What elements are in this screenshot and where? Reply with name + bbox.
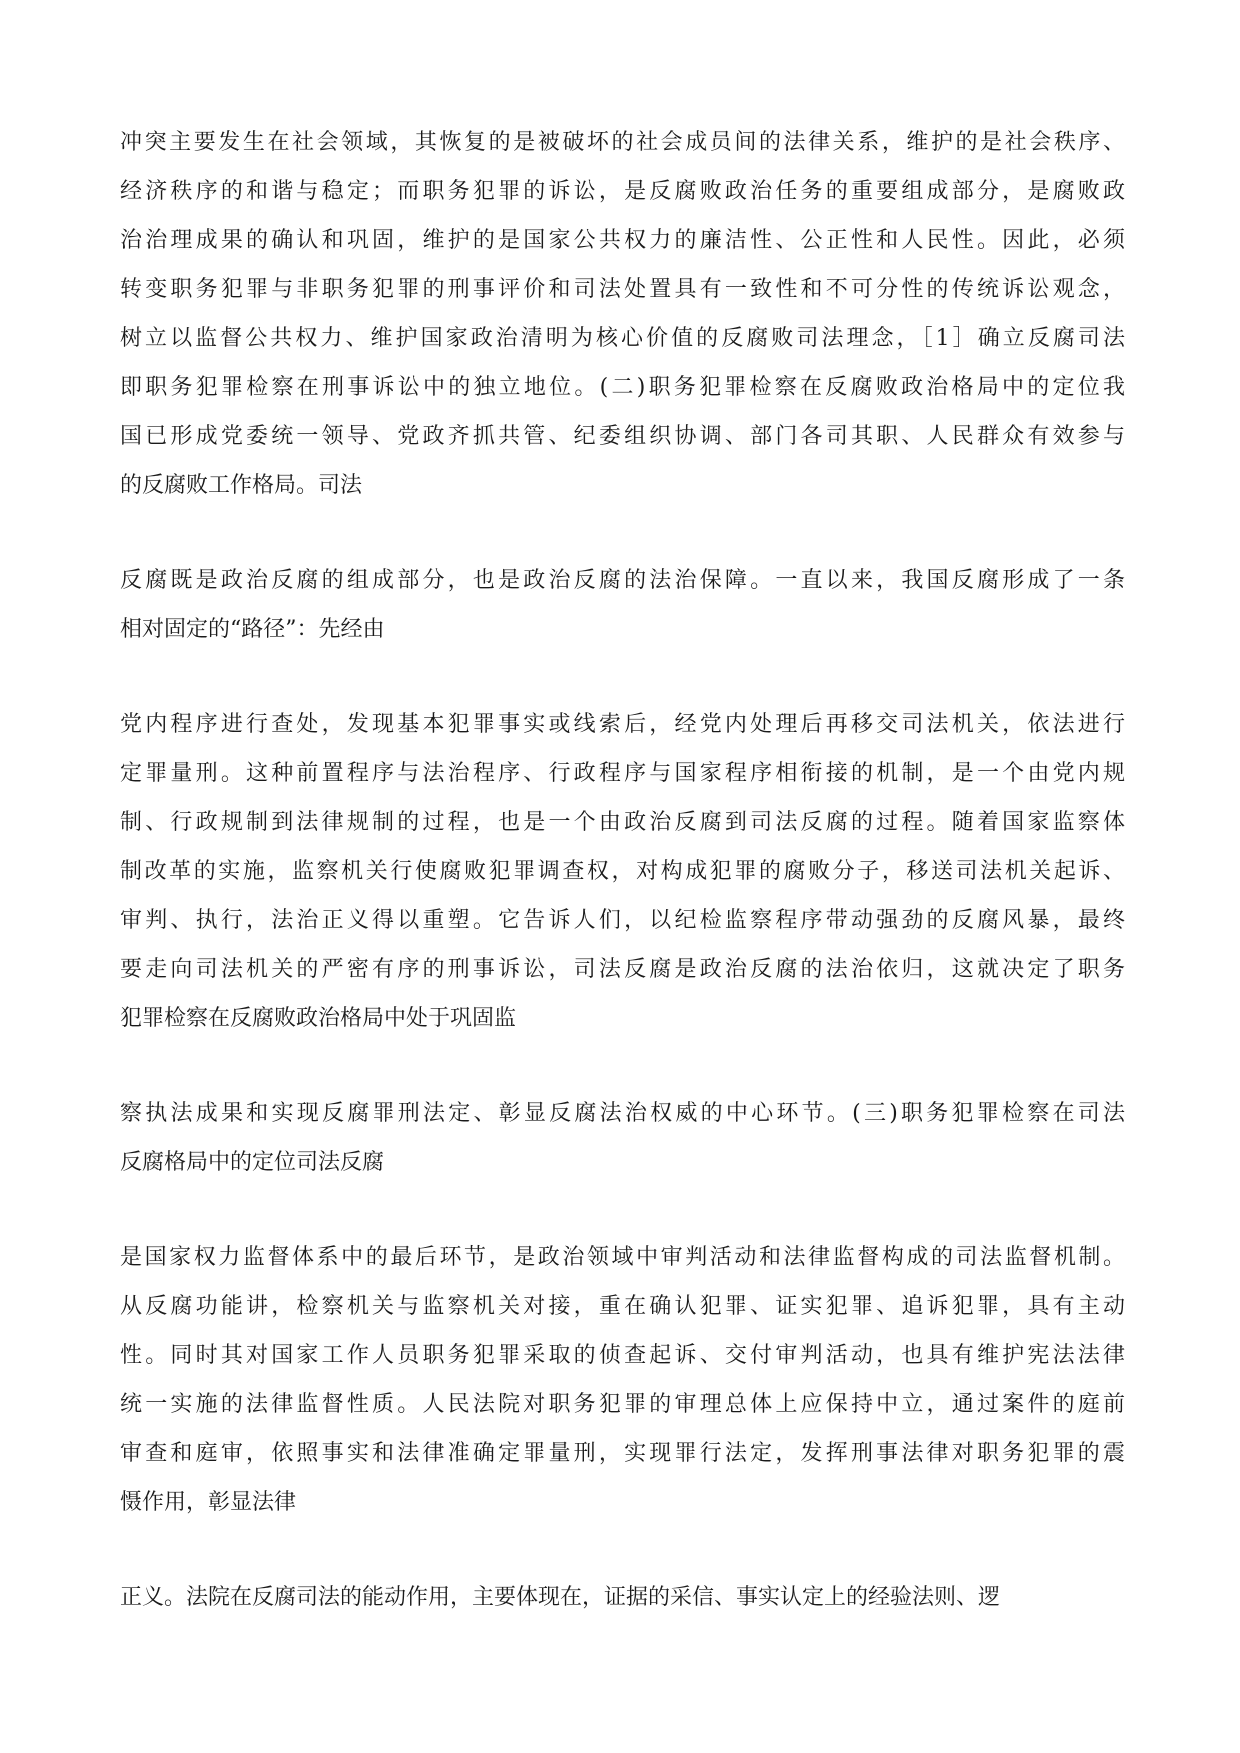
text-line: 经济秩序的和谐与稳定；而职务犯罪的诉讼，是反腐败政治任务的重要组成部分，是腐败政 [120,179,1125,204]
paragraph [120,556,1125,654]
text-line: 反腐格局中的定位司法反腐 [120,1150,385,1175]
text-line: 反腐既是政治反腐的组成部分，也是政治反腐的法治保障。一直以来，我国反腐形成了一条 [120,568,1125,593]
text-line: 要走向司法机关的严密有序的刑事诉讼，司法反腐是政治反腐的法治依归，这就决定了职务 [120,957,1125,982]
text-line: 统一实施的法律监督性质。人民法院对职务犯罪的审理总体上应保持中立，通过案件的庭前 [120,1392,1125,1417]
text-line: 审查和庭审，依照事实和法律准确定罪量刑，实现罪行法定，发挥刑事法律对职务犯罪的震 [120,1441,1125,1466]
text-line: 党内程序进行查处，发现基本犯罪事实或线索后，经党内处理后再移交司法机关，依法进行 [120,712,1125,737]
document-body [120,118,1125,1668]
text-line: 相对固定的“路径”：先经由 [120,617,385,642]
text-line: 转变职务犯罪与非职务犯罪的刑事评价和司法处置具有一致性和不可分性的传统诉讼观念， [120,277,1125,302]
text-line: 即职务犯罪检察在刑事诉讼中的独立地位。(二)职务犯罪检察在反腐败政治格局中的定位我 [120,375,1125,400]
text-line: 治治理成果的确认和巩固，维护的是国家公共权力的廉洁性、公正性和人民性。因此，必须 [120,228,1125,253]
paragraph [120,118,1125,510]
text-line: 性。同时其对国家工作人员职务犯罪采取的侦查起诉、交付审判活动，也具有维护宪法法律 [120,1343,1125,1368]
paragraph [120,1233,1125,1527]
text-line: 察执法成果和实现反腐罪刑法定、彰显反腐法治权威的中心环节。(三)职务犯罪检察在司法 [120,1101,1125,1126]
text-line: 国已形成党委统一领导、党政齐抓共管、纪委组织协调、部门各司其职、人民群众有效参与 [120,424,1125,449]
paragraph [120,1573,1125,1622]
paragraph [120,1089,1125,1187]
text-line: 慑作用，彰显法律 [120,1490,297,1515]
text-line: 犯罪检察在反腐败政治格局中处于巩固监 [120,1006,517,1031]
paragraph [120,700,1125,1043]
text-line: 制改革的实施，监察机关行使腐败犯罪调查权，对构成犯罪的腐败分子，移送司法机关起诉、 [120,859,1125,884]
text-line: 定罪量刑。这种前置程序与法治程序、行政程序与国家程序相衔接的机制，是一个由党内规 [120,761,1125,786]
text-line: 的反腐败工作格局。司法 [120,473,363,498]
text-line: 从反腐功能讲，检察机关与监察机关对接，重在确认犯罪、证实犯罪、追诉犯罪，具有主动 [120,1294,1125,1319]
text-line: 审判、执行，法治正义得以重塑。它告诉人们，以纪检监察程序带动强劲的反腐风暴，最终 [120,908,1125,933]
text-line: 制、行政规制到法律规制的过程，也是一个由政治反腐到司法反腐的过程。随着国家监察体 [120,810,1125,835]
text-line: 树立以监督公共权力、维护国家政治清明为核心价值的反腐败司法理念，［1］确立反腐司法 [120,326,1125,351]
text-line: 正义。法院在反腐司法的能动作用，主要体现在，证据的采信、事实认定上的经验法则、逻 [120,1585,1001,1610]
text-line: 冲突主要发生在社会领域，其恢复的是被破坏的社会成员间的法律关系，维护的是社会秩序、 [120,130,1125,155]
text-line: 是国家权力监督体系中的最后环节，是政治领域中审判活动和法律监督构成的司法监督机制。 [120,1245,1125,1270]
